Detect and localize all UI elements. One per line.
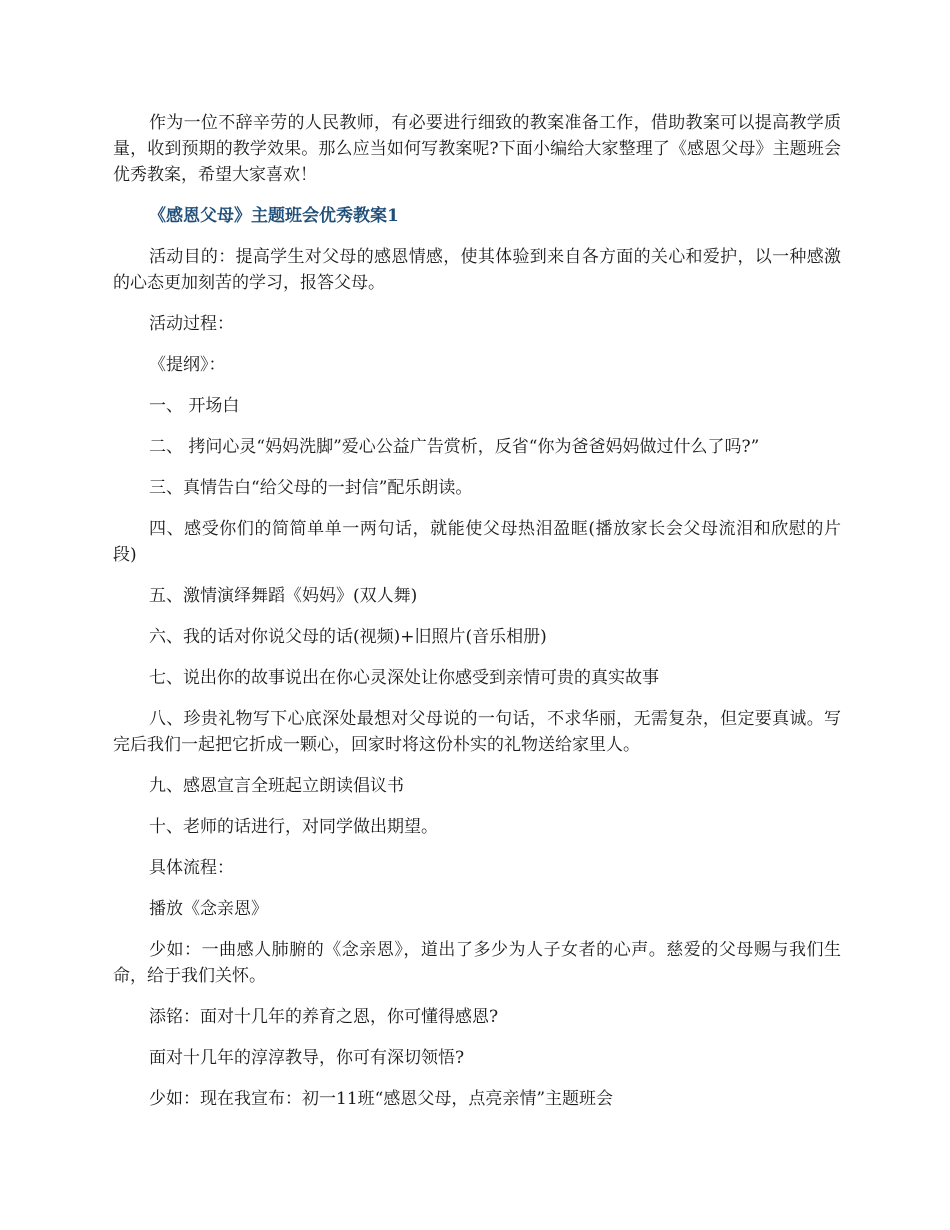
outline-item-3: 三、真情告白“给父母的一封信”配乐朗读。 (149, 478, 473, 498)
outline-item-9: 九、感恩宣言全班起立朗读倡议书 (149, 776, 404, 796)
dialogue-line-3: 面对十几年的淳淳教导，你可有深切领悟? (149, 1048, 465, 1068)
paragraph-detailed-flow: 具体流程： (149, 858, 234, 878)
document-body (113, 110, 841, 1127)
outline-item-10: 十、老师的话进行，对同学做出期望。 (149, 817, 438, 837)
outline-item-6: 六、我的话对你说父母的话(视频)+旧照片(音乐相册) (149, 627, 547, 647)
paragraph-play-song: 播放《念亲恩》 (149, 899, 268, 919)
paragraph-activity-goal: 活动目的：提高学生对父母的感恩情感，使其体验到来自各方面的关心和爱护，以一种感激的心态更加刻苦的学习，报答父母。 (113, 247, 841, 293)
outline-item-1: 一、 开场白 (149, 396, 240, 416)
outline-item-7: 七、说出你的故事说出在你心灵深处让你感受到亲情可贵的真实故事 (149, 668, 659, 688)
outline-item-5: 五、激情演绎舞蹈《妈妈》(双人舞) (149, 586, 418, 606)
outline-item-2: 二、 拷问心灵“妈妈洗脚”爱心公益广告赏析，反省“你为爸爸妈妈做过什么了吗?” (149, 437, 760, 457)
paragraph-activity-process: 活动过程： (149, 314, 234, 334)
section-heading: 《感恩父母》主题班会优秀教案1 (149, 206, 399, 226)
outline-item-4: 四、感受你们的简简单单一两句话，就能使父母热泪盈眶(播放家长会父母流泪和欣慰的片段) (113, 519, 841, 565)
dialogue-line-2: 添铭：面对十几年的养育之恩，你可懂得感恩? (149, 1007, 499, 1027)
dialogue-line-4: 少如：现在我宣布：初一11班“感恩父母，点亮亲情”主题班会 (149, 1089, 614, 1109)
paragraph-outline: 《提纲》： (149, 355, 226, 375)
intro-paragraph: 作为一位不辞辛劳的人民教师，有必要进行细致的教案准备工作，借助教案可以提高教学质量，收到预期的教学效果。那么应当如何写教案呢?下面小编给大家整理了《感恩父母》主题班会优秀教案，希望大家喜欢！ (113, 113, 841, 185)
outline-item-8: 八、珍贵礼物写下心底深处最想对父母说的一句话，不求华丽，无需复杂，但定要真诚。写完后我们一起把它折成一颗心，回家时将这份朴实的礼物送给家里人。 (113, 709, 841, 755)
dialogue-line-1: 少如：一曲感人肺腑的《念亲恩》，道出了多少为人子女者的心声。慈爱的父母赐与我们生命，给于我们关怀。 (113, 940, 841, 986)
